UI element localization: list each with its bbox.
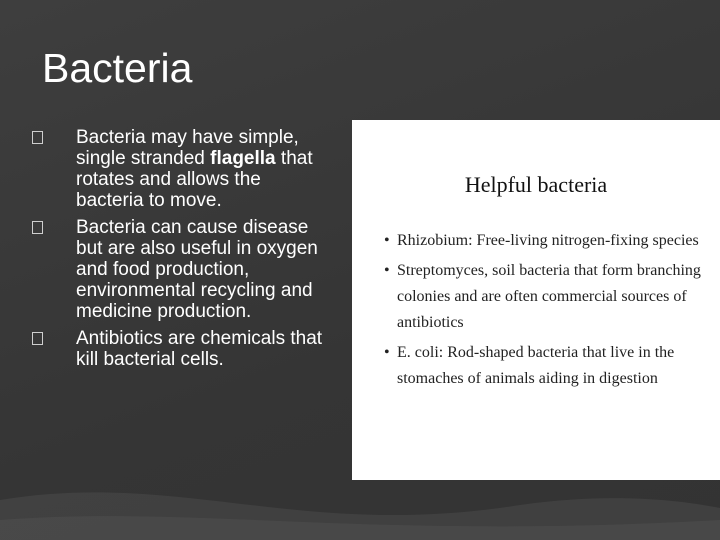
bullet-text: Antibiotics are chemicals that kill bacterial cells.: [76, 328, 323, 370]
bullet-text: Bacteria can cause disease but are also useful in oxygen and food production, environmental recycling and medicine production.: [76, 217, 318, 322]
bullet-text: Bacteria may have simple, single stranded: [76, 127, 299, 169]
dot-bullet-icon: •: [384, 262, 390, 279]
image-list-item: [384, 228, 714, 254]
helpful-bacteria-image: [352, 120, 720, 480]
image-bullet-list: [384, 228, 714, 396]
square-bullet-icon: [32, 221, 43, 234]
image-list-item: [384, 258, 714, 336]
square-bullet-icon: [32, 131, 43, 144]
image-item-text: Rhizobium: Free-living nitrogen-fixing species: [397, 232, 699, 249]
bullet-bold-text: flagella: [210, 148, 276, 169]
slide-title: Bacteria: [42, 45, 193, 91]
bullet-item: [32, 127, 332, 211]
square-bullet-icon: [32, 332, 43, 345]
bullet-text-after: that rotates and allows the bacteria to move.: [76, 148, 313, 211]
image-title: Helpful bacteria: [464, 172, 608, 197]
image-list-item: [384, 340, 714, 392]
dot-bullet-icon: •: [384, 232, 390, 249]
image-item-text: E. coli: Rod-shaped bacteria that live in the stomaches of animals aiding in digestion: [397, 344, 675, 387]
bullet-item: [32, 328, 332, 370]
dot-bullet-icon: •: [384, 344, 390, 361]
image-item-text: Streptomyces, soil bacteria that form branching colonies and are often commercial sources of antibiotics: [397, 262, 701, 331]
bullet-list: [32, 127, 332, 376]
bullet-item: [32, 217, 332, 322]
